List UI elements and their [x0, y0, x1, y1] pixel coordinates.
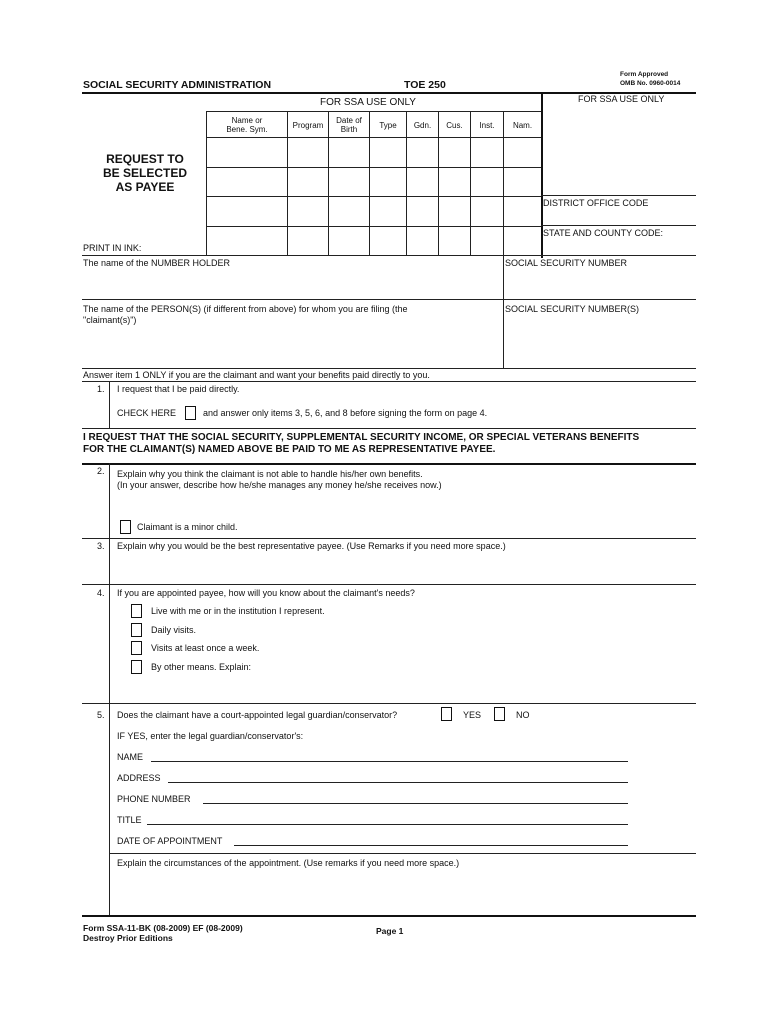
title-line2: BE SELECTED: [102, 166, 187, 180]
col-program: Program: [292, 121, 324, 130]
item4-option-live-checkbox[interactable]: [131, 604, 142, 618]
guardian-name-field[interactable]: [151, 761, 628, 762]
item3-text: Explain why you would be the best representative payee. (Use Remarks if you need more space.): [117, 541, 506, 551]
item4-number: 4.: [97, 588, 105, 598]
col-nam: Nam.: [512, 121, 533, 130]
guardian-title-field[interactable]: [147, 824, 628, 825]
item2-number: 2.: [97, 466, 105, 476]
guardian-name-label: NAME: [117, 752, 144, 762]
ssns-label: SOCIAL SECURITY NUMBER(S): [505, 304, 640, 314]
footer-form-id: Form SSA-11-BK (08-2009) EF (08-2009): [83, 923, 243, 933]
guardian-yes-checkbox[interactable]: [441, 707, 452, 721]
minor-child-label: Claimant is a minor child.: [137, 522, 238, 532]
agency-name: SOCIAL SECURITY ADMINISTRATION: [83, 79, 272, 91]
col-name-bene: Name or Bene. Sym.: [226, 116, 268, 134]
col-type: Type: [379, 121, 397, 130]
item1-intro: Answer item 1 ONLY if you are the claimant and want your benefits paid directly to you.: [83, 370, 430, 380]
claimant-name-field[interactable]: [83, 328, 501, 366]
item1-number: 1.: [97, 384, 105, 394]
circumstances-field[interactable]: [117, 872, 695, 912]
check-here-label: CHECK HERE: [117, 408, 177, 418]
item4-option-other-checkbox[interactable]: [131, 660, 142, 674]
print-in-ink: PRINT IN INK:: [83, 243, 142, 253]
guardian-date-field[interactable]: [234, 845, 628, 846]
item5-circumstances: Explain the circumstances of the appointment. (Use remarks if you need more space.): [117, 858, 460, 868]
item5-question: Does the claimant have a court-appointed legal guardian/conservator?: [117, 710, 398, 720]
district-office-code-field[interactable]: [542, 208, 694, 224]
item4-other-explain-field[interactable]: [268, 660, 695, 700]
state-county-code-label: STATE AND COUNTY CODE:: [543, 228, 664, 238]
item4-option-weekly-checkbox[interactable]: [131, 641, 142, 655]
col-cus: Cus.: [446, 121, 463, 130]
ssa-use-only-left: FOR SSA USE ONLY: [320, 97, 416, 108]
claimant-ssn-field[interactable]: [505, 316, 695, 366]
item2-answer-field[interactable]: [117, 493, 695, 515]
item4-question: If you are appointed payee, how will you know about the claimant's needs?: [117, 588, 415, 598]
district-office-code-label: DISTRICT OFFICE CODE: [543, 198, 649, 208]
form-toe: TOE 250: [404, 79, 446, 91]
guardian-address-label: ADDRESS: [117, 773, 161, 783]
item5-number: 5.: [97, 710, 105, 720]
guardian-address-field[interactable]: [168, 782, 628, 783]
item2-text-2: (In your answer, describe how he/she manages any money he/she receives now.): [117, 480, 442, 490]
persons-label-2: "claimant(s)"): [83, 315, 137, 325]
item3-number: 3.: [97, 541, 105, 551]
state-county-code-field[interactable]: [542, 239, 694, 255]
item4-option-weekly: Visits at least once a week.: [151, 643, 260, 653]
persons-label-1: The name of the PERSON(S) (if different from above) for whom you are filing (the: [83, 304, 408, 314]
number-holder-label: The name of the NUMBER HOLDER: [83, 258, 231, 268]
item5-if-yes: IF YES, enter the legal guardian/conservator's:: [117, 731, 304, 741]
guardian-no-label: NO: [516, 710, 530, 720]
col-inst: Inst.: [479, 121, 495, 130]
item3-answer-field[interactable]: [117, 554, 695, 582]
guardian-no-checkbox[interactable]: [494, 707, 505, 721]
item4-option-other: By other means. Explain:: [151, 662, 252, 672]
omb-number: OMB No. 0960-0014: [620, 80, 681, 87]
ssn-label: SOCIAL SECURITY NUMBER: [505, 258, 628, 268]
title-line3: AS PAYEE: [115, 180, 175, 194]
request-statement-1: I REQUEST THAT THE SOCIAL SECURITY, SUPPLEMENTAL SECURITY INCOME, OR SPECIAL VETERANS BENEFITS: [83, 432, 640, 443]
guardian-date-label: DATE OF APPOINTMENT: [117, 836, 223, 846]
col-gdn: Gdn.: [413, 121, 432, 130]
request-statement-2: FOR THE CLAIMANT(S) NAMED ABOVE BE PAID TO ME AS REPRESENTATIVE PAYEE.: [83, 444, 496, 455]
item4-option-daily-checkbox[interactable]: [131, 623, 142, 637]
item1-checkbox[interactable]: [185, 406, 196, 420]
guardian-phone-label: PHONE NUMBER: [117, 794, 191, 804]
ssa-use-only-right: FOR SSA USE ONLY: [578, 94, 665, 104]
guardian-title-label: TITLE: [117, 815, 142, 825]
ssn-field[interactable]: [505, 270, 695, 298]
guardian-phone-field[interactable]: [203, 803, 628, 804]
item1-text: I request that I be paid directly.: [117, 384, 240, 394]
footer-destroy: Destroy Prior Editions: [83, 933, 173, 943]
item2-text-1: Explain why you think the claimant is not able to handle his/her own benefits.: [117, 469, 423, 479]
item4-option-daily: Daily visits.: [151, 625, 197, 635]
col-dob: Date of Birth: [336, 116, 362, 134]
guardian-yes-label: YES: [463, 710, 482, 720]
item1-check-instruction: and answer only items 3, 5, 6, and 8 before signing the form on page 4.: [203, 408, 488, 418]
number-holder-name-field[interactable]: [83, 270, 501, 298]
footer-page: Page 1: [376, 926, 404, 936]
item4-option-live: Live with me or in the institution I represent.: [151, 606, 325, 616]
form-approved: Form Approved: [620, 71, 669, 78]
title-line1: REQUEST TO: [106, 152, 184, 166]
minor-child-checkbox[interactable]: [120, 520, 131, 534]
